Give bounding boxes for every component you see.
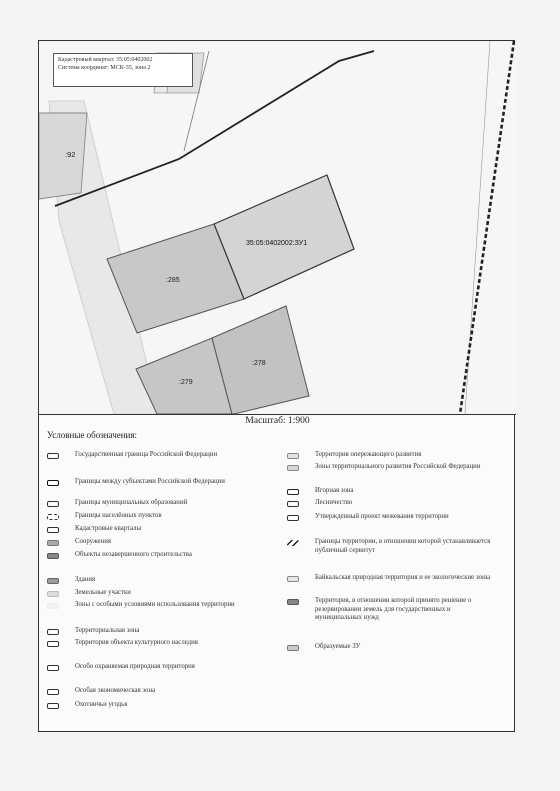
legend-label: Территория, в отношении которой принято решение о резервировании земель для государственных и муниципальных нужд — [315, 597, 472, 621]
label-parcel-92: :92 — [65, 150, 76, 159]
legend-swatch-icon — [287, 453, 299, 459]
legend-item — [47, 701, 257, 710]
legend-swatch-icon — [287, 599, 299, 605]
legend-item — [47, 687, 257, 696]
legend-item — [47, 663, 257, 672]
label-parcel-zu1: 35:05:0402002:ЗУ1 — [246, 240, 308, 247]
legend-item — [47, 551, 257, 560]
legend-swatch-icon — [47, 527, 59, 533]
map-sheet — [38, 40, 515, 732]
info-cadastral-quarter: Кадастровый квартал: 35:05:0402002 — [58, 57, 153, 63]
legend-label: Охотничьи угодья — [75, 701, 128, 708]
legend-label: Территориальная зона — [75, 627, 140, 634]
legend-swatch-icon — [287, 576, 299, 582]
legend-swatch-icon — [287, 465, 299, 471]
legend-swatch-icon — [47, 629, 59, 635]
legend-title: Условные обозначения: — [47, 430, 138, 440]
legend-swatch-icon — [47, 514, 59, 520]
legend-item — [47, 478, 257, 487]
legend-swatch-icon — [287, 501, 299, 507]
legend-item — [47, 512, 257, 521]
legend-label: Территория опережающего развития — [315, 451, 422, 458]
legend-swatch-icon — [287, 645, 299, 651]
legend-label: Образуемые ЗУ — [315, 643, 361, 650]
legend-item — [287, 574, 497, 583]
legend-swatch-icon — [47, 641, 59, 647]
legend-swatch-icon — [47, 501, 59, 507]
legend-swatch-icon — [287, 515, 299, 521]
legend-swatch-icon — [47, 553, 59, 559]
legend-label: Государственная граница Российской Федерации — [75, 451, 218, 458]
legend-swatch-icon — [47, 591, 59, 597]
scale-label: Масштаб: 1:900 — [245, 416, 310, 426]
legend-label: Утвержденный проект межевания территории — [315, 513, 449, 520]
legend-swatch-icon — [287, 489, 299, 495]
legend-label: Границы между субъектами Российской Федерации — [75, 478, 225, 485]
legend-item — [47, 639, 257, 648]
label-parcel-279: :279 — [179, 379, 193, 386]
legend-swatch-icon — [47, 453, 59, 459]
legend-label: Территория объекта культурного наследия — [75, 639, 198, 646]
legend-swatch-icon — [47, 665, 59, 671]
legend-item — [287, 499, 497, 508]
legend-label: Границы муниципальных образований — [75, 499, 188, 506]
legend-swatch-icon — [47, 689, 59, 695]
legend-label: Сооружения — [75, 538, 111, 545]
legend-item — [287, 597, 497, 623]
legend-item — [287, 513, 497, 522]
legend-swatch-icon — [47, 603, 59, 609]
legend-item — [287, 538, 497, 555]
legend-label: Здания — [75, 576, 96, 583]
label-parcel-278: :278 — [252, 360, 266, 367]
legend-item — [47, 499, 257, 508]
cadastral-map[interactable] — [39, 41, 516, 415]
legend-item — [287, 643, 497, 652]
legend-label: Особая экономическая зона — [75, 687, 156, 694]
legend-label: Границы населённых пунктов — [75, 512, 162, 519]
legend-label: Игорная зона — [315, 487, 354, 494]
legend-item — [47, 589, 257, 598]
legend-swatch-icon — [47, 703, 59, 709]
legend-swatch-icon — [47, 578, 59, 584]
legend-label: Зоны с особыми условиями использования территории — [75, 601, 235, 608]
legend-label: Особо охраняемая природная территория — [75, 663, 195, 670]
legend-label: Лесничество — [315, 499, 353, 506]
legend-swatch-icon — [47, 540, 59, 546]
info-box — [53, 53, 193, 87]
map-canvas — [39, 41, 516, 414]
info-coordinate-system: Система координат: МСК-35, зона 2 — [58, 65, 151, 71]
legend-swatch-icon — [47, 480, 59, 486]
legend-item — [47, 627, 257, 636]
legend-item — [47, 576, 257, 585]
legend-label: Байкальская природная территория и ее экологические зоны — [315, 574, 491, 581]
legend-item — [287, 487, 497, 496]
legend-label: Объекты незавершенного строительства — [75, 551, 192, 558]
legend-swatch-icon — [287, 540, 299, 546]
legend-item — [47, 451, 257, 460]
legend-item — [287, 463, 497, 472]
parcel-92[interactable] — [39, 113, 87, 199]
legend-label: Земельные участки — [75, 589, 131, 596]
legend-item — [47, 601, 257, 610]
quarter-boundary-dashed — [460, 41, 514, 414]
legend-label: Зоны территориального развития Российской Федерации — [315, 463, 481, 470]
legend-label: Границы территории, в отношении которой устанавливается публичный сервитут — [315, 538, 491, 554]
legend-label: Кадастровые кварталы — [75, 525, 142, 532]
legend-item — [287, 451, 497, 460]
label-parcel-285: :285 — [166, 277, 180, 284]
legend-item — [47, 538, 257, 547]
legend-item — [47, 525, 257, 534]
